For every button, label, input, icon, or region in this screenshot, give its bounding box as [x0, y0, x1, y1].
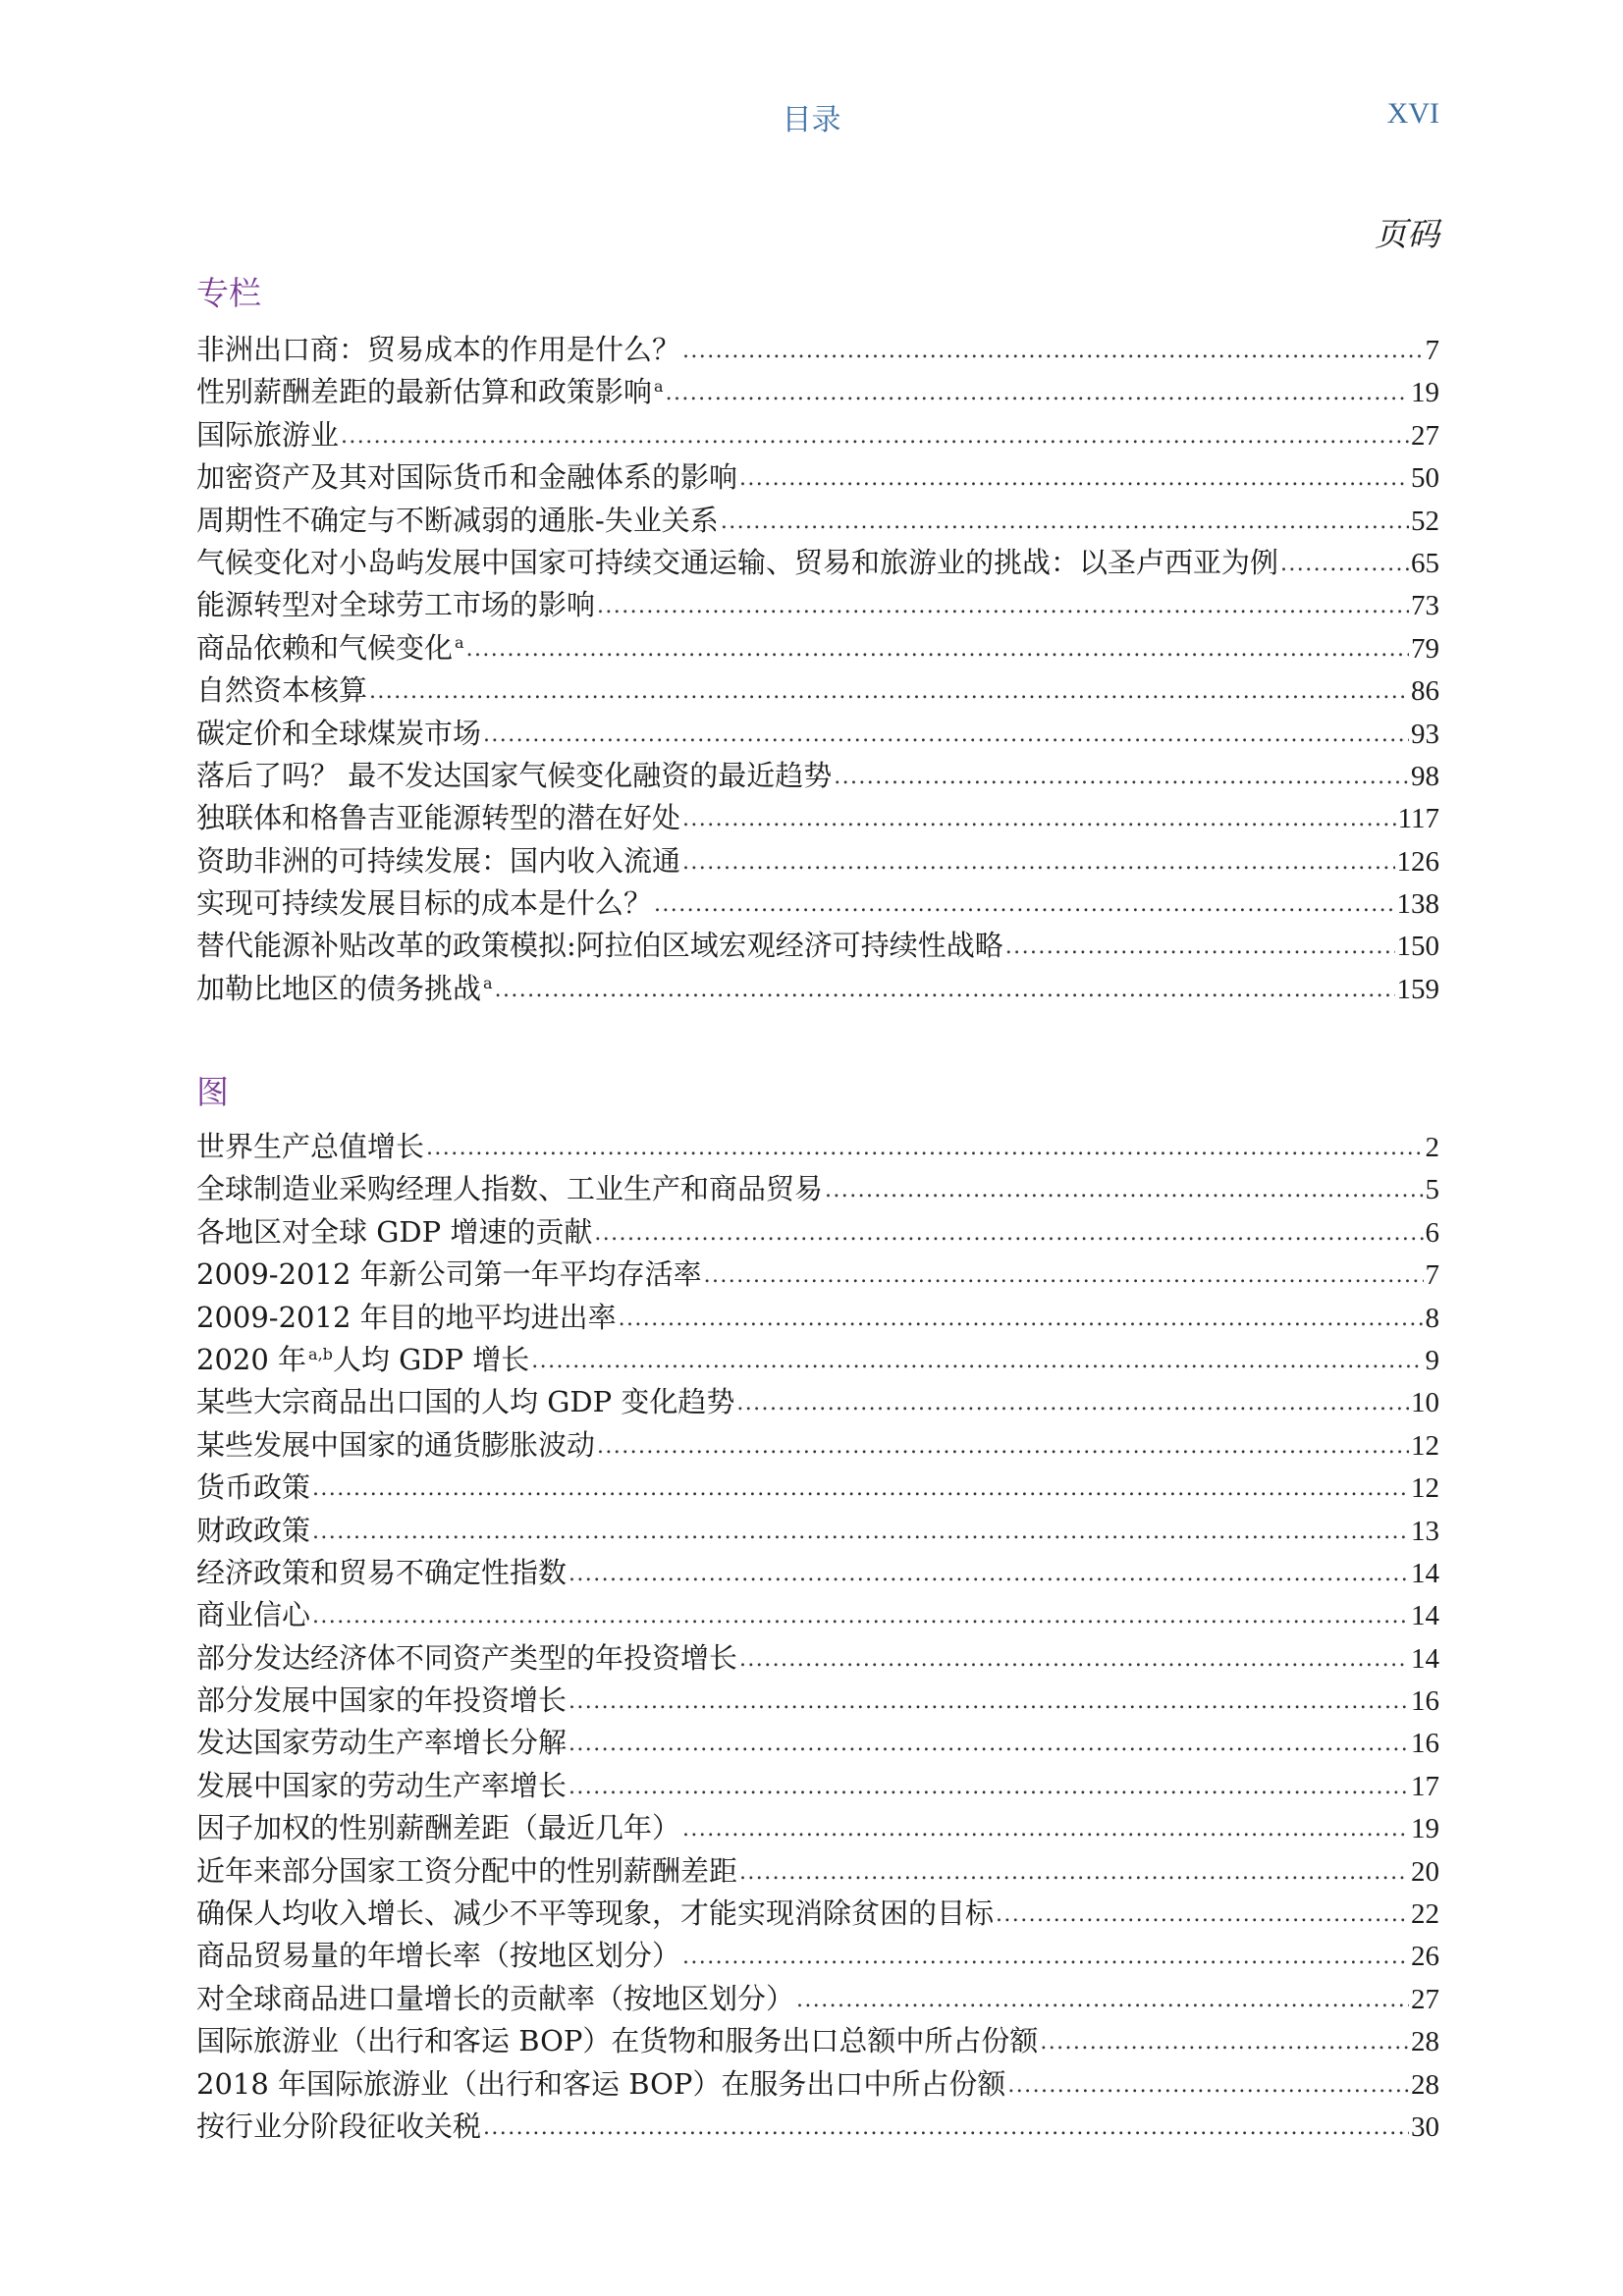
toc-entry-page: 16 — [1411, 1685, 1439, 1718]
toc-entry[interactable] — [196, 1934, 1439, 1976]
toc-entry-title — [196, 1934, 680, 1974]
toc-entry-leader — [619, 1307, 1424, 1331]
toc-entry-leader — [312, 1476, 1409, 1501]
toc-entry[interactable] — [196, 967, 1439, 1009]
toc-entry-title — [196, 455, 737, 496]
toc-entry[interactable] — [196, 455, 1439, 498]
toc-entry-page: 6 — [1425, 1216, 1439, 1249]
toc-entry-page: 2 — [1425, 1132, 1439, 1163]
toc-entry[interactable] — [196, 1679, 1439, 1721]
toc-entry-leader — [568, 1732, 1409, 1756]
toc-entry-title — [196, 796, 680, 836]
toc-entry-leader — [682, 850, 1394, 875]
toc-entry-leader — [721, 509, 1409, 534]
running-header-page-number: XVI — [1386, 97, 1439, 130]
toc-entry-page: 159 — [1396, 973, 1439, 1005]
toc-entry-title-text: 落后了吗？ 最不发达国家气候变化融资的最近趋势 — [196, 758, 833, 792]
toc-entry-title-text: 对全球商品进口量增长的贡献率（按地区划分） — [196, 1981, 795, 2015]
toc-entry-page: 50 — [1411, 462, 1439, 495]
toc-entry-title-text: 国际旅游业（出行和客运 BOP）在货物和服务出口总额中所占份额 — [196, 2024, 1039, 2058]
toc-entry[interactable] — [196, 413, 1439, 455]
toc-list-boxes — [196, 328, 1439, 1009]
toc-entry-title — [196, 413, 339, 454]
toc-entry-title — [196, 1679, 567, 1719]
toc-entry-page: 7 — [1425, 335, 1439, 366]
toc-entry-leader — [682, 1817, 1409, 1842]
toc-entry-title — [196, 1167, 823, 1207]
toc-entry-title-text: 独联体和格鲁吉亚能源转型的潜在好处 — [196, 801, 681, 835]
toc-entry-title — [196, 1466, 310, 1506]
toc-entry-title-text: 加密资产及其对国际货币和金融体系的影响 — [196, 460, 738, 495]
toc-entry-title — [196, 967, 493, 1007]
toc-entry-title — [196, 1977, 794, 2017]
toc-entry-page: 20 — [1411, 1855, 1439, 1888]
toc-entry-leader — [1007, 2073, 1409, 2098]
toc-entry[interactable] — [196, 1977, 1439, 2019]
toc-entry-title-text: 实现可持续发展目标的成本是什么？ — [196, 886, 653, 921]
toc-entry[interactable] — [196, 1338, 1439, 1380]
toc-entry-title — [196, 1423, 595, 1464]
toc-entry[interactable] — [196, 2105, 1439, 2147]
toc-entry-page: 27 — [1411, 1983, 1439, 2015]
toc-entry-leader — [654, 892, 1394, 917]
toc-entry-leader — [739, 1860, 1409, 1885]
toc-entry-page: 28 — [1411, 2026, 1439, 2058]
toc-entry-title-text: 加勒比地区的债务挑战 — [196, 971, 482, 1005]
toc-entry[interactable] — [196, 1636, 1439, 1679]
toc-entry-leader — [597, 594, 1409, 618]
toc-entry-title-text: 某些发展中国家的通货膨胀波动 — [196, 1427, 596, 1462]
toc-entry-title-text: 资助非洲的可持续发展：国内收入流通 — [196, 843, 681, 878]
toc-entry-title-text: 确保人均收入增长、减少不平等现象，才能实现消除贫困的目标 — [196, 1896, 995, 1931]
toc-list-figures — [196, 1125, 1439, 2147]
toc-entry-title — [196, 881, 652, 922]
toc-entry-page: 126 — [1396, 845, 1439, 878]
toc-entry[interactable] — [196, 1253, 1439, 1295]
toc-entry-page: 16 — [1411, 1728, 1439, 1760]
toc-entry-title — [196, 1806, 680, 1846]
toc-entry-title — [196, 2019, 1038, 2059]
toc-entry-leader — [483, 2115, 1409, 2140]
toc-entry-page: 52 — [1411, 505, 1439, 537]
toc-entry-page: 26 — [1411, 1941, 1439, 1973]
toc-entry-page: 73 — [1411, 590, 1439, 622]
toc-entry[interactable] — [196, 1721, 1439, 1763]
toc-entry-title-text: 2018 年国际旅游业（出行和客运 BOP）在服务出口中所占份额 — [196, 2066, 1006, 2101]
toc-entry-title-text: 2020 年 — [196, 1342, 307, 1376]
toc-entry-page: 8 — [1425, 1302, 1439, 1334]
toc-entry-title — [196, 1509, 310, 1549]
toc-entry[interactable] — [196, 370, 1439, 412]
toc-entry-title — [196, 839, 680, 880]
toc-entry[interactable] — [196, 2062, 1439, 2105]
toc-entry-leader — [704, 1263, 1424, 1288]
toc-entry-title-text: 各地区对全球 GDP 增速的贡献 — [196, 1214, 593, 1249]
toc-entry-leader — [1040, 2030, 1409, 2055]
toc-entry-title — [196, 499, 719, 539]
toc-entry[interactable] — [196, 1210, 1439, 1253]
toc-entry-title-text: 近年来部分国家工资分配中的性别薪酬差距 — [196, 1853, 738, 1888]
toc-entry-footnote-marker: a — [654, 377, 664, 397]
toc-entry-page: 14 — [1411, 1642, 1439, 1675]
toc-entry-title-text: 自然资本核算 — [196, 673, 368, 708]
toc-entry-page: 13 — [1411, 1515, 1439, 1547]
toc-entry-leader — [369, 679, 1409, 704]
toc-entry-title-text: 碳定价和全球煤炭市场 — [196, 716, 482, 750]
toc-entry[interactable] — [196, 839, 1439, 881]
section-heading-figures: 图 — [196, 1073, 229, 1111]
toc-entry-page: 65 — [1411, 547, 1439, 579]
toc-entry-page: 79 — [1411, 632, 1439, 665]
toc-entry-page: 17 — [1411, 1770, 1439, 1802]
toc-entry[interactable] — [196, 499, 1439, 541]
toc-entry-leader — [594, 1221, 1423, 1246]
toc-entry-leader — [568, 1775, 1409, 1799]
toc-entry-title-text-after: 人均 GDP 增长 — [332, 1342, 530, 1376]
toc-entry-title — [196, 1551, 567, 1591]
toc-entry-leader — [825, 1178, 1423, 1202]
toc-entry-page: 12 — [1411, 1472, 1439, 1505]
toc-entry-title — [196, 1296, 617, 1336]
toc-entry-page: 19 — [1411, 1813, 1439, 1845]
toc-entry-title-text: 全球制造业采购经理人指数、工业生产和商品贸易 — [196, 1172, 824, 1206]
toc-entry[interactable] — [196, 1764, 1439, 1806]
toc-entry-title-text: 商品贸易量的年增长率（按地区划分） — [196, 1939, 681, 1973]
page-column-label: 页码 — [1375, 215, 1439, 253]
toc-entry-title-text: 商业信心 — [196, 1598, 311, 1632]
toc-entry-leader — [568, 1562, 1409, 1586]
toc-entry[interactable] — [196, 668, 1439, 711]
toc-entry-title-text: 经济政策和贸易不确定性指数 — [196, 1555, 568, 1589]
toc-entry-title-text: 发达国家劳动生产率增长分解 — [196, 1726, 568, 1760]
toc-entry-title — [196, 370, 664, 410]
toc-entry[interactable] — [196, 583, 1439, 625]
toc-entry-leader — [1005, 934, 1395, 959]
toc-entry-page: 27 — [1411, 419, 1439, 452]
toc-entry-page: 5 — [1425, 1174, 1439, 1206]
toc-entry-title-text: 国际旅游业 — [196, 417, 340, 452]
toc-entry-footnote-marker: a,b — [308, 1344, 333, 1363]
toc-entry-title-text: 按行业分阶段征收关税 — [196, 2109, 482, 2143]
toc-entry[interactable] — [196, 1466, 1439, 1508]
toc-entry-footnote-marker: a — [483, 973, 493, 992]
running-header-title: 目录 — [782, 103, 841, 137]
toc-entry-leader — [739, 1647, 1409, 1672]
toc-entry-title — [196, 712, 481, 752]
toc-entry-title — [196, 924, 1003, 964]
toc-entry-title — [196, 583, 595, 623]
toc-entry-leader — [682, 1945, 1409, 1969]
toc-entry-leader — [341, 424, 1409, 449]
toc-entry[interactable] — [196, 328, 1439, 370]
toc-entry[interactable] — [196, 1806, 1439, 1848]
toc-entry[interactable] — [196, 1849, 1439, 1892]
toc-entry-title-text: 货币政策 — [196, 1470, 311, 1505]
toc-entry-page: 14 — [1411, 1557, 1439, 1589]
toc-entry-page: 138 — [1396, 888, 1439, 921]
toc-entry-page: 117 — [1397, 803, 1439, 835]
toc-entry-title-text: 周期性不确定与不断减弱的通胀-失业关系 — [196, 503, 719, 537]
toc-entry-title — [196, 1849, 737, 1890]
toc-entry-title-text: 部分发达经济体不同资产类型的年投资增长 — [196, 1640, 738, 1675]
toc-entry-page: 98 — [1411, 760, 1439, 792]
toc-entry-title — [196, 1210, 592, 1251]
toc-entry-page: 30 — [1411, 2110, 1439, 2143]
toc-entry[interactable] — [196, 1380, 1439, 1422]
toc-entry[interactable] — [196, 1551, 1439, 1593]
toc-entry-leader — [736, 1391, 1409, 1415]
toc-entry-leader — [531, 1349, 1423, 1373]
toc-entry-title — [196, 754, 832, 794]
toc-entry-leader — [682, 339, 1423, 363]
toc-entry[interactable] — [196, 712, 1439, 754]
toc-entry-page: 7 — [1425, 1259, 1439, 1292]
toc-entry-leader — [495, 978, 1395, 1002]
section-heading-boxes: 专栏 — [196, 274, 261, 312]
toc-entry-leader — [312, 1520, 1409, 1544]
toc-entry-title-text: 2009-2012 年目的地平均进出率 — [196, 1300, 617, 1334]
toc-entry-title — [196, 328, 680, 368]
toc-entry-leader — [597, 1434, 1409, 1459]
toc-entry[interactable] — [196, 626, 1439, 668]
toc-entry-page: 14 — [1411, 1600, 1439, 1632]
toc-entry[interactable] — [196, 1593, 1439, 1635]
toc-entry[interactable] — [196, 754, 1439, 796]
toc-entry-page: 9 — [1425, 1344, 1439, 1376]
toc-entry-title — [196, 1721, 567, 1761]
toc-entry-leader — [834, 765, 1409, 789]
toc-entry-page: 10 — [1411, 1387, 1439, 1419]
toc-entry-title-text: 能源转型对全球劳工市场的影响 — [196, 588, 596, 622]
toc-entry-leader — [426, 1136, 1423, 1160]
toc-entry[interactable] — [196, 1125, 1439, 1167]
toc-entry-leader — [666, 381, 1409, 405]
toc-entry[interactable] — [196, 1296, 1439, 1338]
toc-entry-title — [196, 1764, 567, 1804]
toc-entry-page: 19 — [1411, 377, 1439, 409]
toc-entry-title — [196, 1636, 737, 1677]
toc-entry-title — [196, 1338, 529, 1378]
toc-entry-title-text: 发展中国家的劳动生产率增长 — [196, 1768, 568, 1802]
toc-entry-title-text: 因子加权的性别薪酬差距（最近几年） — [196, 1811, 681, 1845]
toc-entry-title-text: 2009-2012 年新公司第一年平均存活率 — [196, 1257, 702, 1292]
toc-entry[interactable] — [196, 1509, 1439, 1551]
toc-entry-title-text: 性别薪酬差距的最新估算和政策影响 — [196, 375, 653, 409]
toc-entry[interactable] — [196, 541, 1439, 583]
toc-entry[interactable] — [196, 2019, 1439, 2061]
toc-entry[interactable] — [196, 1892, 1439, 1934]
toc-entry-title — [196, 1125, 424, 1165]
toc-entry-leader — [466, 637, 1409, 662]
toc-entry-title-text: 气候变化对小岛屿发展中国家可持续交通运输、贸易和旅游业的挑战：以圣卢西亚为例 — [196, 545, 1279, 579]
toc-entry-leader — [483, 722, 1409, 747]
toc-entry[interactable] — [196, 881, 1439, 924]
toc-entry-title — [196, 668, 367, 709]
toc-entry-title — [196, 626, 464, 667]
toc-entry-leader — [996, 1902, 1409, 1927]
toc-entry-title — [196, 1892, 994, 1932]
toc-entry-leader — [312, 1604, 1409, 1629]
toc-entry-page: 150 — [1396, 931, 1439, 963]
toc-entry-leader — [1280, 552, 1409, 576]
toc-entry-title-text: 世界生产总值增长 — [196, 1130, 425, 1163]
toc-entry-leader — [739, 466, 1409, 491]
toc-entry[interactable] — [196, 924, 1439, 966]
toc-entry[interactable] — [196, 1423, 1439, 1466]
toc-entry-title — [196, 1380, 734, 1420]
toc-entry-title-text: 非洲出口商：贸易成本的作用是什么？ — [196, 333, 681, 366]
toc-entry-leader — [682, 807, 1396, 831]
toc-entry-page: 22 — [1411, 1898, 1439, 1931]
toc-entry-page: 93 — [1411, 718, 1439, 750]
toc-entry-title-text: 财政政策 — [196, 1513, 311, 1547]
toc-entry-title-text: 部分发展中国家的年投资增长 — [196, 1683, 568, 1718]
toc-entry-page: 28 — [1411, 2068, 1439, 2101]
toc-entry[interactable] — [196, 796, 1439, 838]
toc-entry-title-text: 商品依赖和气候变化 — [196, 630, 454, 665]
toc-entry-title — [196, 2105, 481, 2145]
toc-entry-footnote-marker: a — [455, 632, 464, 652]
toc-entry-title-text: 某些大宗商品出口国的人均 GDP 变化趋势 — [196, 1385, 735, 1419]
toc-entry-title-text: 替代能源补贴改革的政策模拟:阿拉伯区域宏观经济可持续性战略 — [196, 929, 1003, 963]
toc-entry-title — [196, 1253, 702, 1293]
toc-entry-leader — [568, 1689, 1409, 1714]
toc-entry-title — [196, 1593, 310, 1633]
toc-entry-page: 86 — [1411, 675, 1439, 708]
toc-entry-title — [196, 541, 1278, 581]
toc-entry[interactable] — [196, 1167, 1439, 1209]
toc-entry-page: 12 — [1411, 1429, 1439, 1462]
toc-entry-title — [196, 2062, 1005, 2103]
toc-entry-leader — [796, 1988, 1409, 2012]
